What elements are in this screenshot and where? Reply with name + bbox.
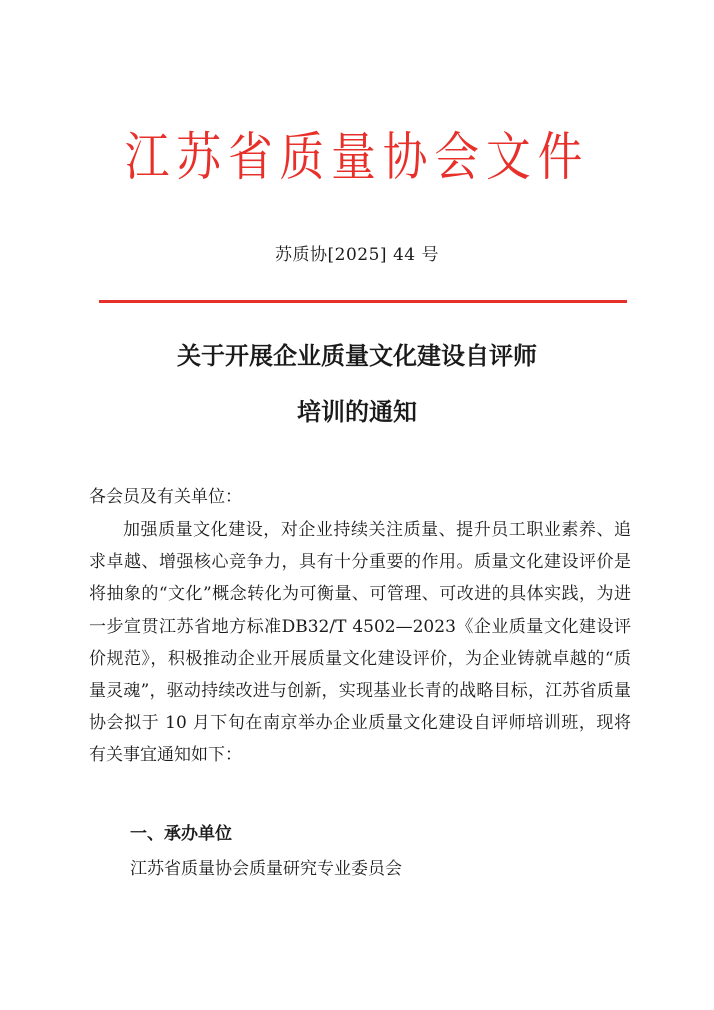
document-number: 苏质协[2025] 44 号	[275, 245, 439, 265]
salutation: 各会员及有关单位：	[89, 487, 242, 507]
document-masthead: 江苏省质量协会文件	[124, 128, 590, 188]
section-heading-organizer: 一、承办单位	[130, 824, 232, 844]
red-divider-line	[99, 300, 627, 303]
section-content-organizer: 江苏省质量协会质量研究专业委员会	[130, 859, 402, 879]
body-paragraph: 加强质量文化建设，对企业持续关注质量、提升员工职业素养、追求卓越、增强核心竞争力，具有十分重要的作用。质量文化建设评价是将抽象的“文化”概念转化为可衡量、可管理、可改进的具体实践，为进一步宣贯江苏省地方标准DB32/T 4502—2023《企业质量文化建设评价规范》，积极推动企业开展质量文化建设评价，为企业铸就卓越的“质量灵魂”，驱动持续改进与创新，实现基业长青的战略目标，江苏省质量协会拟于 10 月下旬在南京举办企业质量文化建设自评师培训班，现将有关事宜通知如下：	[89, 520, 631, 766]
notice-title-line-2: 培训的通知	[297, 398, 417, 426]
notice-title-line-1: 关于开展企业质量文化建设自评师	[177, 342, 537, 370]
